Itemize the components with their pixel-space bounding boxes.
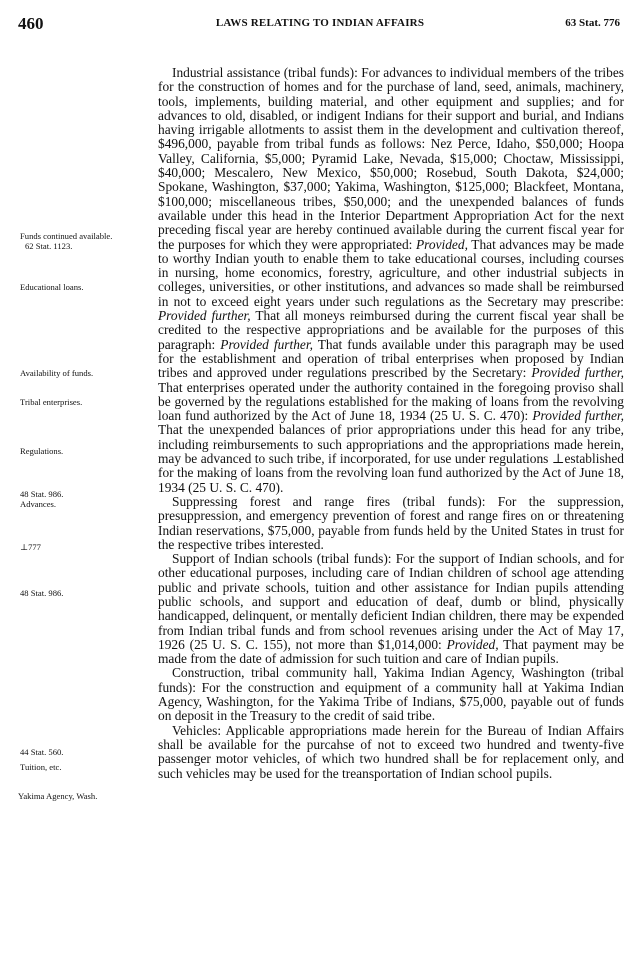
margin-note-48-stat-986 xyxy=(20,489,138,509)
margin-page-break-marker: ⊥777 xyxy=(20,542,41,552)
running-title: LAWS RELATING TO INDIAN AFFAIRS xyxy=(215,17,425,29)
margin-note-funds-continued xyxy=(20,231,138,251)
margin-note-educational-loans: Educational loans. xyxy=(20,282,84,292)
margin-note-availability-of-funds: Availability of funds. xyxy=(20,368,94,378)
margin-note-tribal-enterprises: Tribal enterprises. xyxy=(20,397,83,407)
paragraph-community-hall: Construction, tribal community hall, Yakima Indian Agency, Washington (tribal funds): For the construction and equipment of a community hall at Yakima Indian Agency, Washington, for the Yakima Tribe of Indians, $75,000, payable out of funds on deposit in the Treasury to the credit of said tribe. xyxy=(158,665,624,724)
statute-body xyxy=(158,66,624,781)
margin-note-advances: Advances. xyxy=(20,499,57,509)
paragraph-industrial-assistance: Industrial assistance (tribal funds): For advances to individual members of the tribes for the construction of homes and for the purchase of land, seed, animals, machinery, tools, implements, building material, and other equipment and supplies; and for advances to old, disabled, or indigent Indians for their support and burial, and Indians having irrigable allotments to assist them in the development and cultivation thereof, $496,000, payable from tribal funds as follows: Nez Perce, Idaho, $50,000; Hoopa Valley, California, $5,000; Pyramid Lake, Nevada, $15,000; Choctaw, Mississippi, $40,000; Mescalero, New Mexico, $50,000; Rosebud, South Dakota, $24,000; Spokane, Washington, $37,000; Yakima, Washington, $125,000; Blackfeet, Montana, $100,000; miscellaneous tribes, $50,000; and the unexpended balances of funds available under this head in the Interior Department Appropriation Act for the next preceding fiscal year are hereby continued available during the current fiscal year for the purposes for which they were appropriated: Provided, That advances may be made to worthy Indian youth to enable them to take educational courses, including courses in nursing, home economics, forestry, agriculture, and other industrial subjects in colleges, universities, or other institutions, and advances so made shall be reimbursed in not to exceed eight years under such regulations as the Secretary may prescribe: Provided further, That all moneys reimbursed during the current fiscal year shall be credited to the respective appropriations and be available for the purposes of this paragraph: Provided further, That funds available under this paragraph may be used for the establishment and operation of tribal enterprises when proposed by Indian tribes and approved under regulations prescribed by the Secretary: Provided further, That enterprises operated under the authority contained in the foregoing proviso shall be governed by the regulations established for the making of loans from the revolving loan fund authorized by the Act of June 18, 1934 (25 U. S. C. 470): Provided further, That the unexpended balances of prior appropriations under this head for any tribe, including reimbursements to such appropriations and the appropriations made herein, may be advanced to such tribe, if incorporated, for use under regulations ⊥established for the making of loans from the revolving loan fund authorized by the Act of June 18, 1934 (25 U. S. C. 470). xyxy=(158,65,624,495)
margin-note-tuition: Tuition, etc. xyxy=(20,762,62,772)
margin-note-text: Funds continued available. xyxy=(20,231,113,241)
margin-note-regulations: Regulations. xyxy=(20,446,64,456)
margin-note-44-stat-560 xyxy=(20,747,138,772)
margin-note-citation: 44 Stat. 560. xyxy=(20,747,64,757)
statute-citation: 63 Stat. 776 xyxy=(565,17,620,29)
paragraph-support-of-schools: Support of Indian schools (tribal funds): For the support of Indian schools, and for other educational purposes, including care of Indian children of school age attending public and private schools, tuition and other assistance for Indian pupils attending public schools, and support and education of deaf, dumb or blind, physically handicapped, delinquent, or mentally deficient Indian children, there may be expended from Indian tribal funds and from school revenues arising under the Act of May 17, 1926 (25 U. S. C. 155), not more than $1,014,000: Provided, That payment may be made from the date of admission for such tuition and care of Indian pupils. xyxy=(158,551,624,667)
margin-note-citation: 62 Stat. 1123. xyxy=(25,241,73,251)
margin-note-yakima-agency: Yakima Agency, Wash. xyxy=(18,791,98,801)
margin-note-citation: 48 Stat. 986. xyxy=(20,489,64,499)
page-header xyxy=(18,14,622,34)
paragraph-suppressing-fires: Suppressing forest and range fires (tribal funds): For the suppression, presuppression, and emergency prevention of forest and range fires on or threatening Indian reservations, $75,000, payable from funds held by the United States in trust for the respective tribes interested. xyxy=(158,493,624,552)
margin-note-48-stat-986-second: 48 Stat. 986. xyxy=(20,588,64,598)
paragraph-vehicles: Vehicles: Applicable appropriations made herein for the Bureau of Indian Affairs shall be available for the purcahse of not to exceed two hundred and twenty-five passenger motor vehicles, of which two hundred shall be for replacement only, and such vehicles may be used for the treansportation of Indian school pupils. xyxy=(158,722,624,781)
page-number: 460 xyxy=(18,14,44,33)
